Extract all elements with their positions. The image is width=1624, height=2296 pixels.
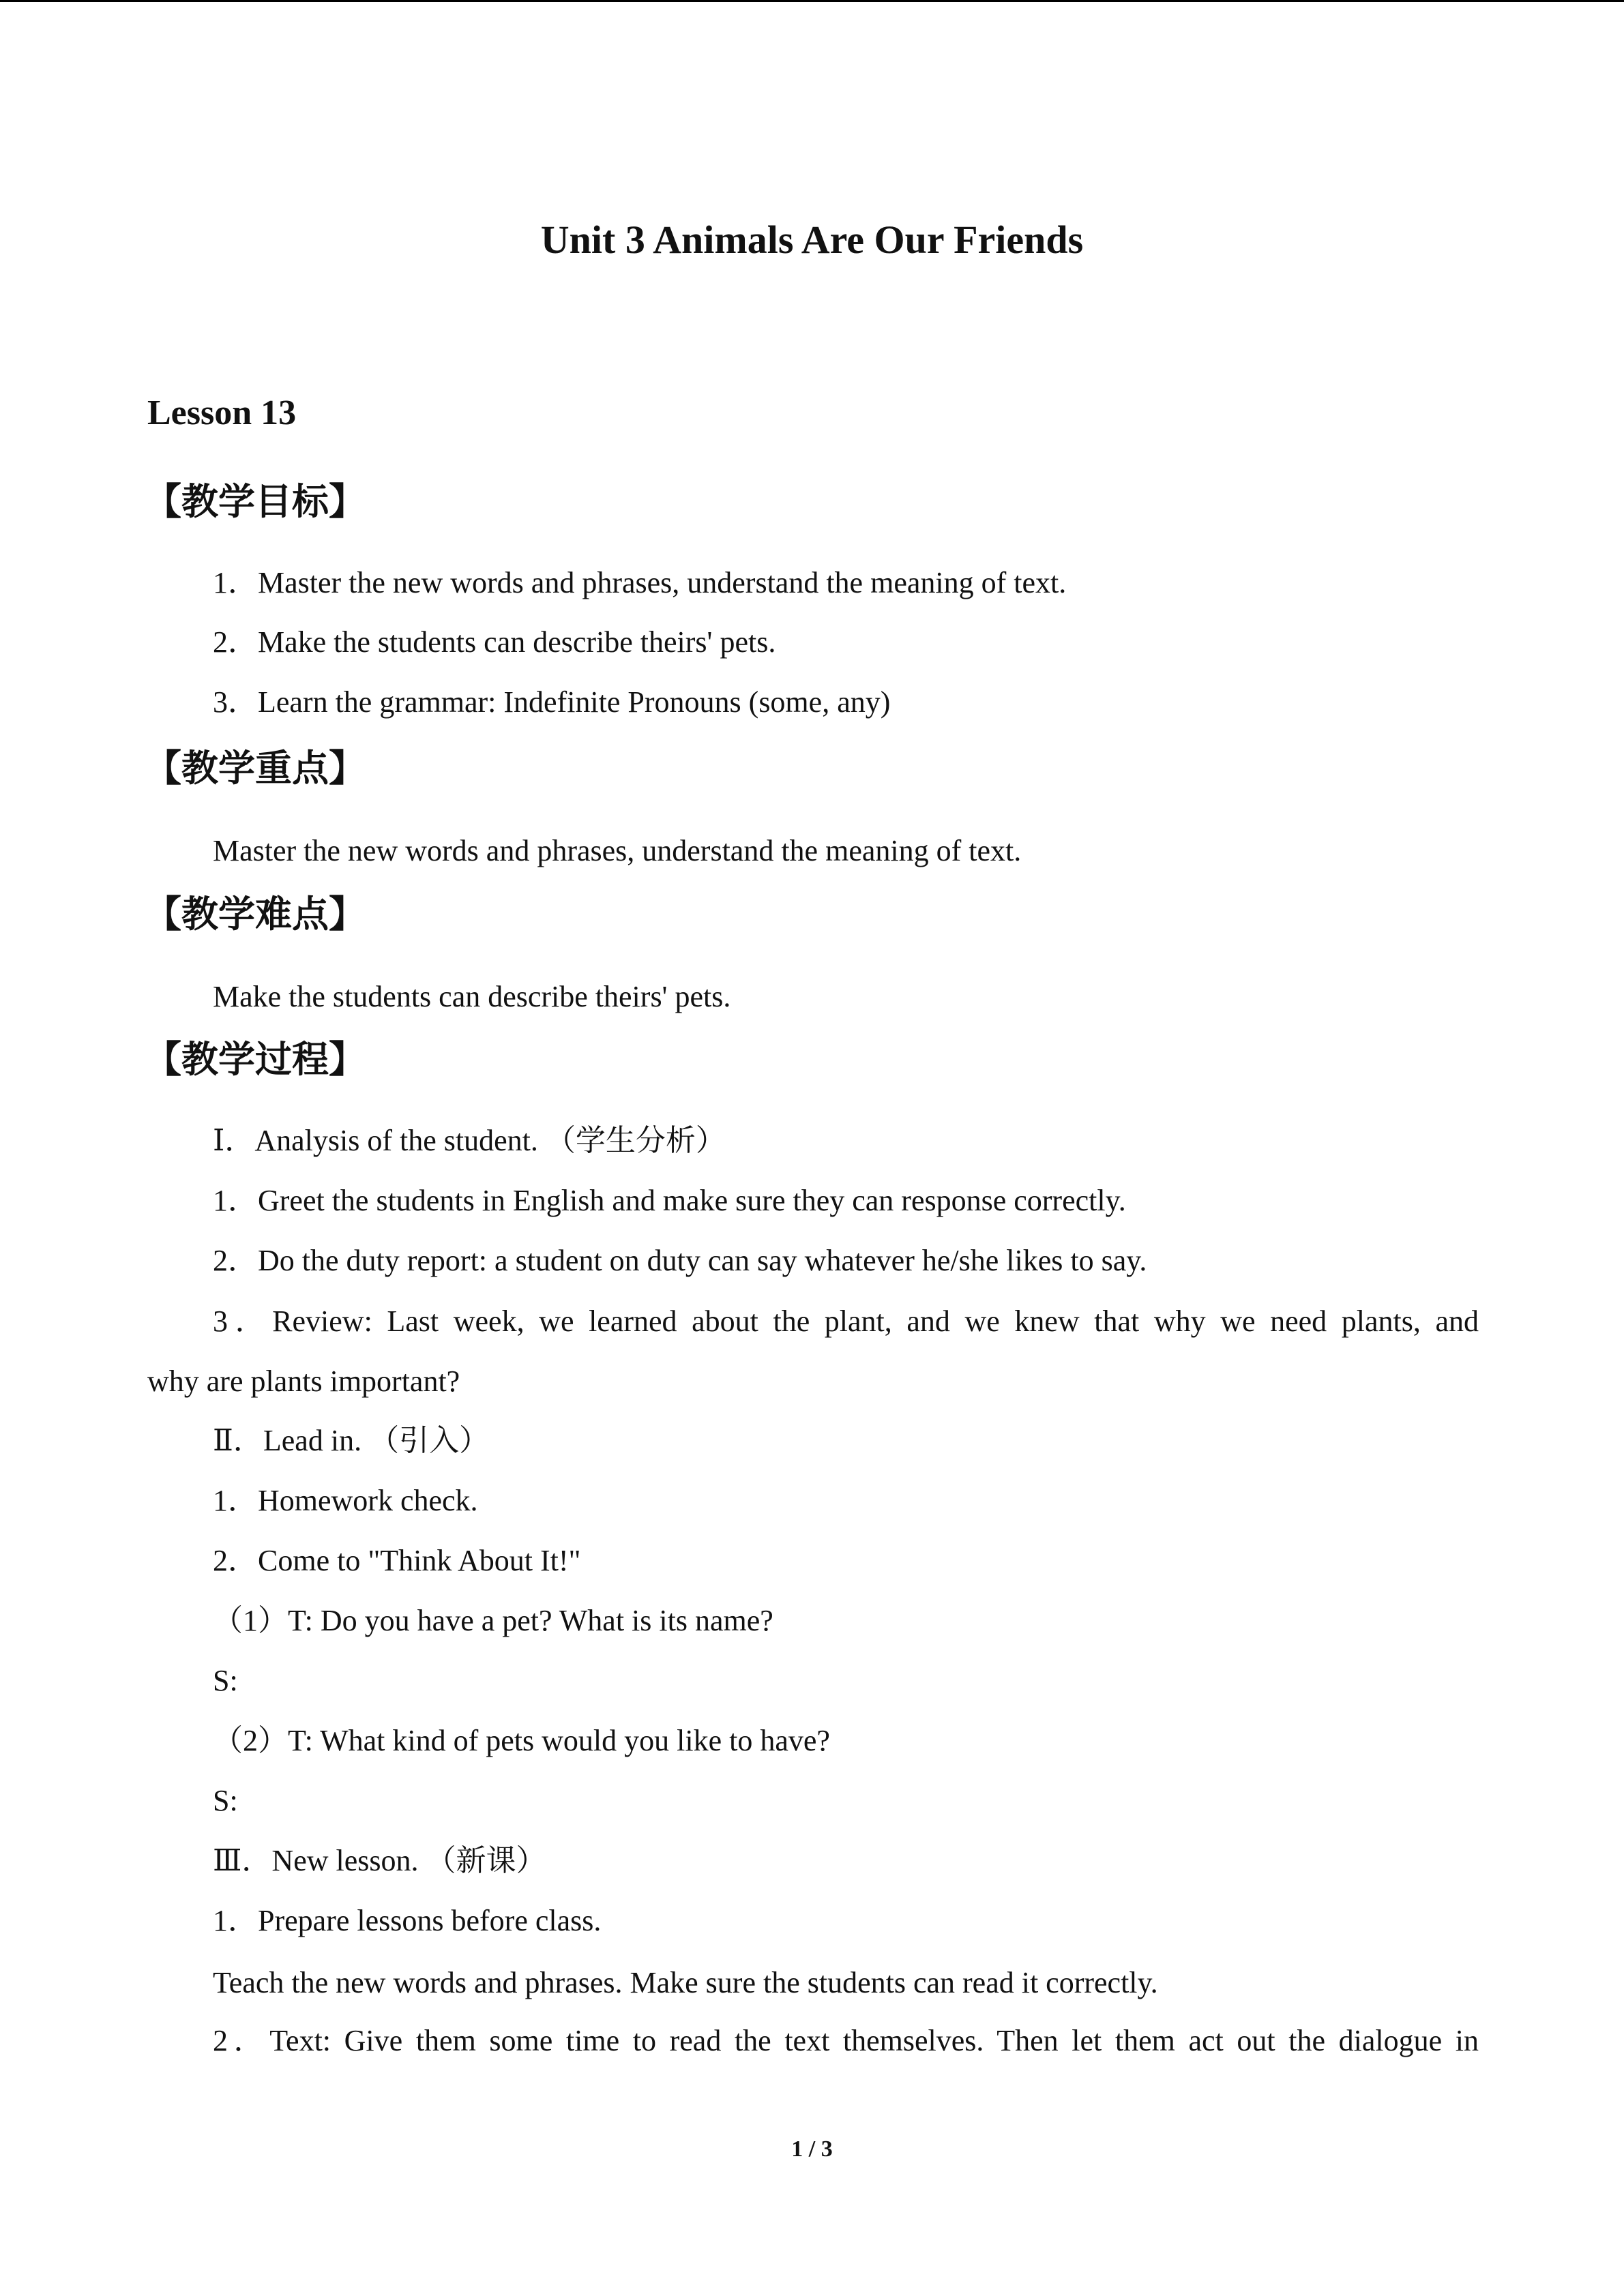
process-line: S: [213,1784,238,1817]
process-line: 1．Homework check. [213,1484,478,1517]
process-line: Ⅰ．Analysis of the student. （学生分析） [213,1124,726,1157]
page-number: 1 / 3 [791,2136,833,2162]
process-line: 2．Do the duty report: a student on duty can say whatever he/she likes to say. [213,1244,1147,1277]
difficulties-heading: 【教学难点】 [145,893,366,936]
process-heading: 【教学过程】 [145,1038,366,1081]
process-line: 3．Review: Last week, we learned about the plant, and we knew that why we need plants, and [213,1304,1479,1338]
difficulties-text: Make the students can describe theirs' pets. [213,980,731,1013]
process-line: （1）T: Do you have a pet? What is its name? [213,1604,773,1637]
key-points-text: Master the new words and phrases, understand the meaning of text. [213,834,1022,867]
objective-item-1: 1．Master the new words and phrases, understand the meaning of text. [213,566,1067,599]
process-line: Ⅱ．Lead in. （引入） [213,1424,490,1457]
objectives-heading: 【教学目标】 [145,480,366,523]
process-line: 1．Greet the students in English and make sure they can response correctly. [213,1184,1126,1217]
process-line: why are plants important? [147,1365,460,1398]
document-title: Unit 3 Animals Are Our Friends [540,218,1084,262]
objective-item-3: 3．Learn the grammar: Indefinite Pronouns (some, any) [213,685,891,719]
objective-item-2: 2．Make the students can describe theirs' pets. [213,625,776,659]
process-line: （2）T: What kind of pets would you like to have? [213,1724,830,1757]
process-line: 1．Prepare lessons before class. [213,1904,602,1937]
process-line: Ⅲ．New lesson. （新课） [213,1844,546,1877]
process-line: S: [213,1664,238,1697]
process-line: Teach the new words and phrases. Make sure the students can read it correctly. [213,1966,1158,1999]
lesson-heading: Lesson 13 [147,393,297,432]
key-points-heading: 【教学重点】 [145,747,366,790]
process-line: 2．Text: Give them some time to read the text themselves. Then let them act out the dialogue in [213,2024,1479,2057]
process-line: 2．Come to "Think About It!" [213,1544,581,1577]
